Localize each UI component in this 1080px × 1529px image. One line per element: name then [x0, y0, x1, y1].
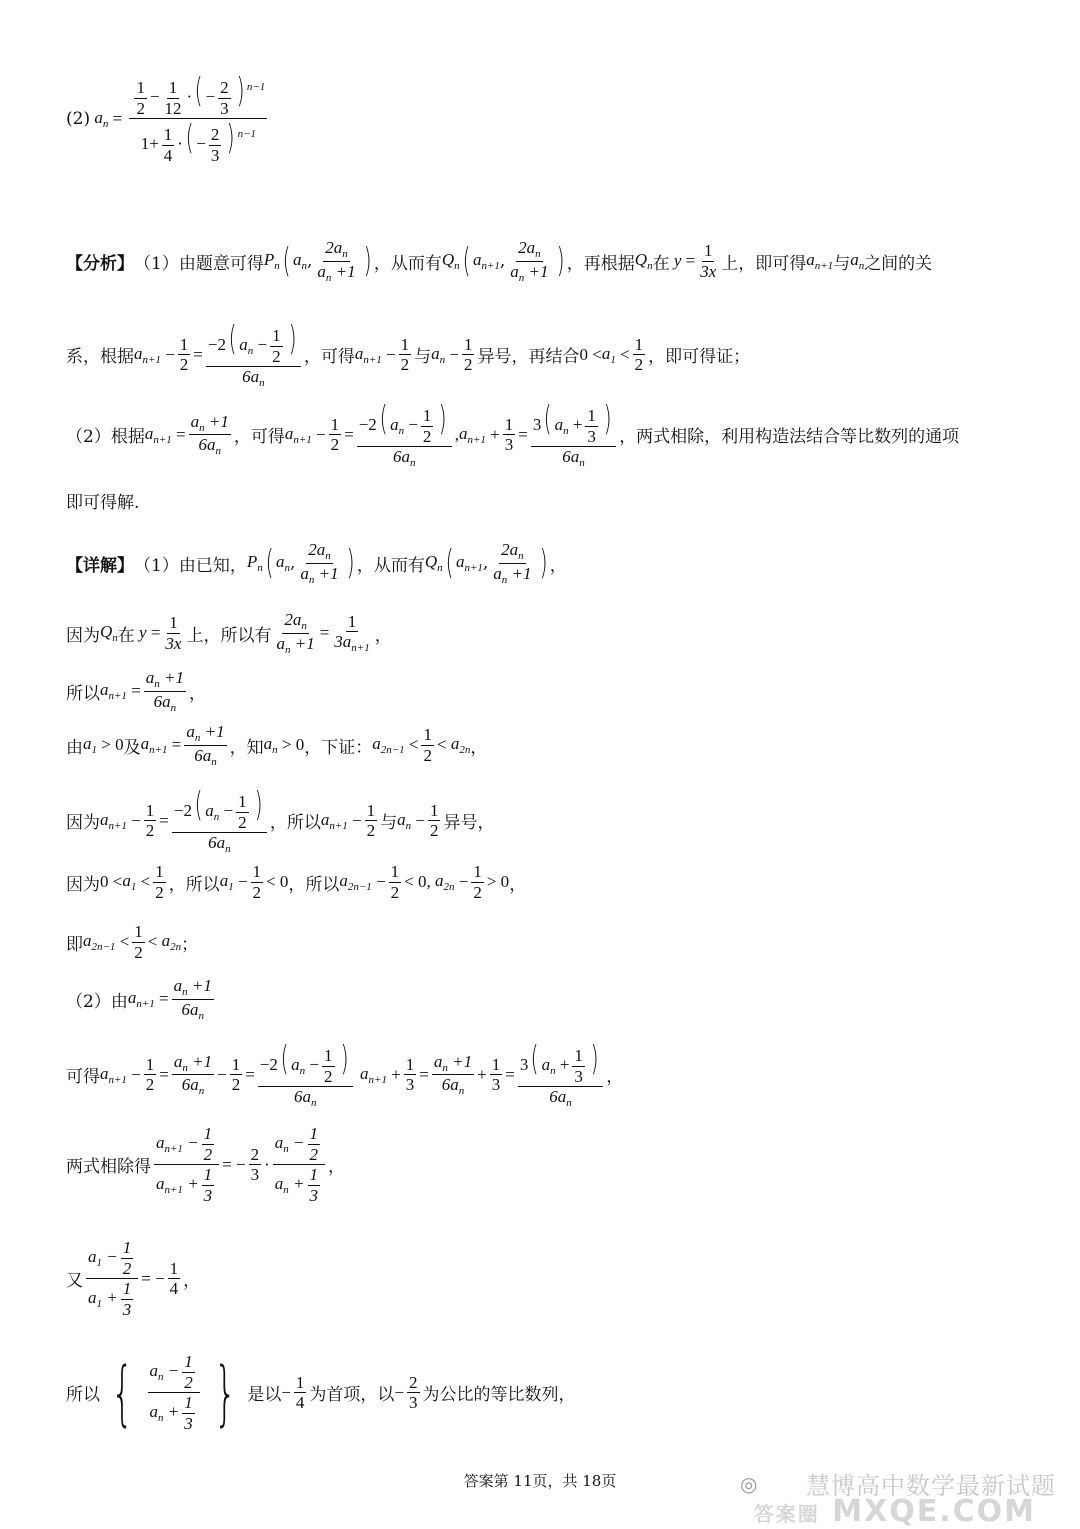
part2-label: (2): [66, 108, 91, 129]
detail-line-8: （2）由 $a_{n+1}$ = $\frac{a_n +1}{6a_n}$: [66, 976, 212, 1022]
analysis-line-4: 即可得解.: [66, 493, 140, 513]
an-formula: $\frac{1}{2}$ − $\frac{1}{12}$ ·( − $\frac{2}{3}$ ) $^{n-1}$ 1+ $\frac{1}{4}$ ·( − $\frac{2}{3}$ ) $^{n-1}$: [129, 72, 267, 165]
detail-line-4: 由 $a_1$ > 0 及 $a_{n+1}$ = $\frac{a_n +1}{6a_n}$ ，知 $a_n$ > 0 ，下证： $a_{2n-1}$ < $\frac{1}{2}$ < $a_{2n}$ ，: [66, 722, 488, 768]
detail-line-7: 即 $a_{2n-1}$ < $\frac{1}{2}$ < $a_{2n}$ ；: [66, 922, 199, 962]
detail-line-3: 所以 $a_{n+1}$ = $\frac{a_n +1}{6a_n}$ ，: [66, 668, 207, 714]
detail-line-5: 因为 $a_{n+1}$ − $\frac{1}{2}$ = −2( $a_n$ − $\frac{1}{2}$ ) $6a_n$ ，所以 $a_{n+1}$ − $\frac{1}{2}$ 与 $a_n$ − $\frac{1}{2}$ 异号，: [66, 785, 495, 856]
detail-line-11: 又 $a_1$ − $\frac{1}{2}$ $a_1$ + $\frac{1}{3}$ = − $\frac{1}{4}$ ，: [66, 1238, 201, 1319]
detail-line-12: 所以 { $a_n$ − $\frac{1}{2}$ $a_n$ + $\frac{1}{3}$ } 是以 − $\frac{1}{4}$ 为首项，以 − $\frac{2}{3}$ 为公比的等比数列，: [66, 1351, 576, 1434]
detail-line-10: 两式相除得 $a_{n+1}$ − $\frac{1}{2}$ $a_{n+1}$ + $\frac{1}{3}$ = − $\frac{2}{3}$ · $a_n$ − $\frac{1}{2}$ $a_n$ + $\frac{1}{3}$ ，: [66, 1124, 346, 1205]
detail-heading: 【详解】: [66, 555, 134, 576]
analysis-line-3: （2）根据 $a_{n+1}$ = $\frac{a_n +1}{6a_n}$ ，可得 $a_{n+1}$ − $\frac{1}{2}$ = −2( $a_n$ − $\frac{1}{2}$ ) $6a_n$ , $a_{n+1}$ + $\frac{1}{3}$ = 3( $a_n$ + $\frac{1}{3}$ ) $6a_n$ ，两式相除，利用构造法结合等比数列的通项: [66, 399, 960, 470]
watermark-logo: 答案圈: [753, 1502, 820, 1526]
detail-line-2: 因为 $Q_n$ 在 y = $\frac{1}{3x}$ 上，所以有 $\frac{2a_n}{a_n +1}$ = $\frac{1}{3a_{n+1}}$ ，: [66, 610, 392, 656]
analysis-heading: 【分析】: [66, 253, 134, 274]
wechat-icon: ◎: [740, 1472, 758, 1496]
analysis-line-2: 系，根据 $a_{n+1}$ − $\frac{1}{2}$ = −2( $a_n$ − $\frac{1}{2}$ ) $6a_n$ ，可得 $a_{n+1}$ − $\frac{1}{2}$ 与 $a_n$ − $\frac{1}{2}$ 异号，再结合 0 < $a_1$ < $\frac{1}{2}$ ，即可得证；: [66, 319, 751, 390]
detail-line-1: 【详解】 （1）由已知， $P_n$ ( $a_n$ , $\frac{2a_n}{a_n +1}$ ) ，从而有 $Q_n$ ( $a_{n+1}$ , $\frac{2a_n}{a_n +1}$ ) ，: [66, 540, 567, 586]
page-footer: 答案第 11页，共 18页: [463, 1472, 617, 1490]
part2-answer: (2) $a_n$ = $\frac{1}{2}$ − $\frac{1}{12}$ ·( − $\frac{2}{3}$ ) $^{n-1}$ 1+ $\frac{1}{4}$ ·( − $\frac{2}{3}$ ) $^{n-1}$: [66, 71, 266, 165]
detail-line-9: 可得 $a_{n+1}$ − $\frac{1}{2}$ = $\frac{a_n +1}{6a_n}$ − $\frac{1}{2}$ = −2( $a_n$ − $\frac{1}{2}$ ) $6a_n$ $a_{n+1}$ + $\frac{1}{3}$ = $\frac{a_n +1}{6a_n}$ + $\frac{1}{3}$ = 3( $a_n$ + $\frac{1}{3}$ ) $6a_n$ ，: [66, 1039, 624, 1110]
watermark-site: 答案圈 MXQE.COM: [753, 1494, 1036, 1529]
analysis-line-1: 【分析】 （1）由题意可得 $P_n$ ( $a_n$ , $\frac{2a_n}{a_n +1}$ ) ，从而有 $Q_n$ ( $a_{n+1}$ , $\frac{2a_n}{a_n +1}$ ) ，再根据 $Q_n$ 在 y = $\frac{1}{3x}$ 上，即可得 $a_{n+1}$ 与 $a_n$ 之间的关: [66, 238, 933, 284]
watermark-account: 慧博高中数学最新试题: [806, 1472, 1056, 1500]
detail-line-6: 因为 0 < $a_1$ < $\frac{1}{2}$ ，所以 $a_1$ − $\frac{1}{2}$ < 0 ，所以 $a_{2n-1}$ − $\frac{1}{2}$ < 0, $a_{2n}$ − $\frac{1}{2}$ > 0 ，: [66, 862, 527, 902]
